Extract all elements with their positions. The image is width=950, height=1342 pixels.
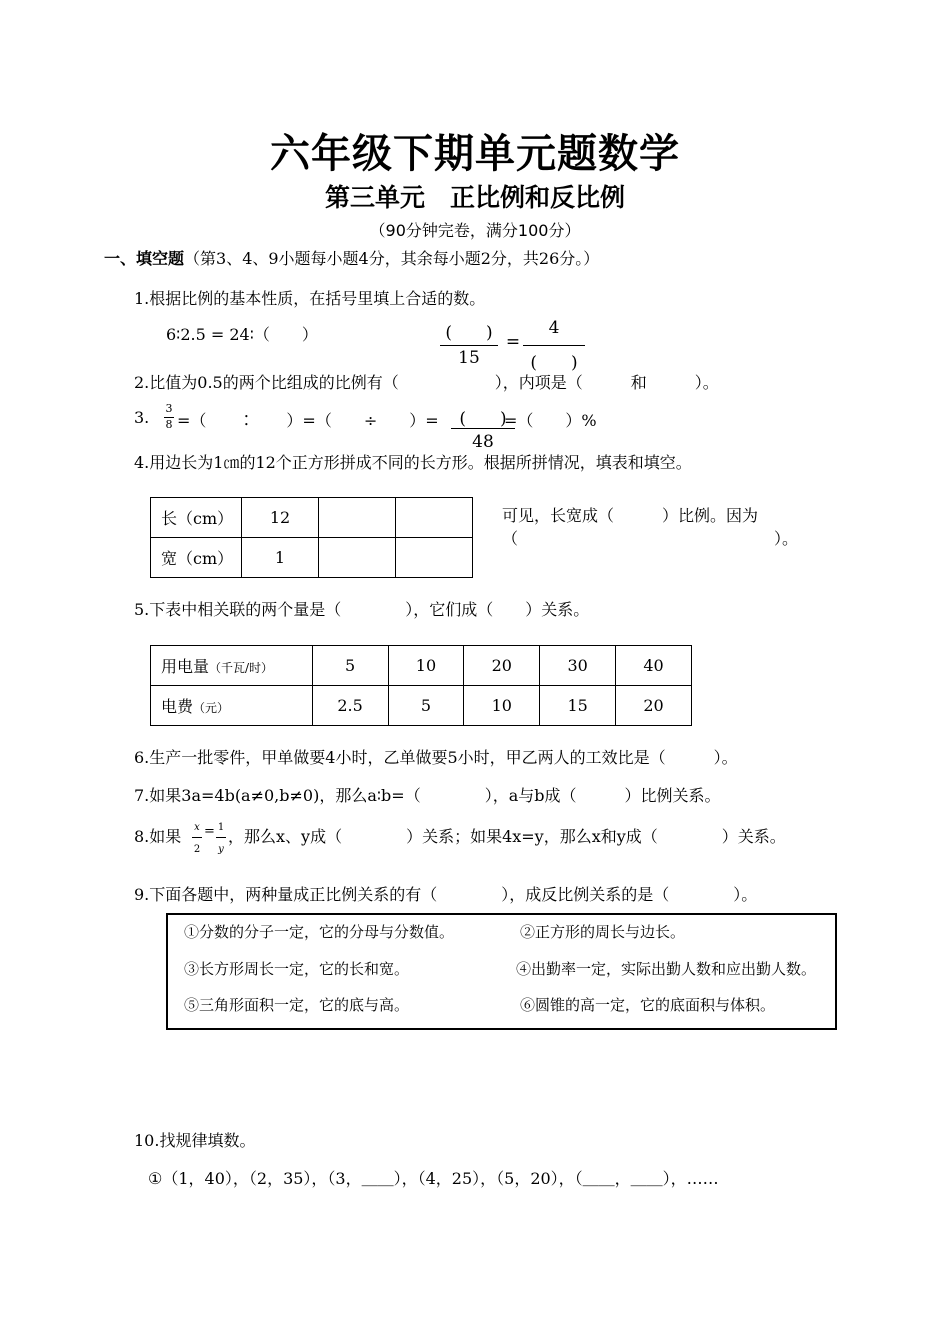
- q5-cell: 30: [540, 646, 616, 686]
- q3-frac-num: 3: [165, 402, 173, 415]
- q4-row-length: [151, 498, 473, 538]
- q8-frac2-line: [216, 837, 226, 838]
- q4-cell-label: 长（cm）: [151, 498, 242, 538]
- q5-cell: 10: [464, 686, 540, 726]
- q8-frac1-num: x: [194, 822, 200, 833]
- q4-cell: [396, 538, 473, 578]
- q1-eq1: 6∶2.5 = 24∶（ ）: [166, 325, 318, 344]
- q5-table: [150, 645, 692, 726]
- q8-prefix: 8.如果: [134, 827, 182, 846]
- q3-tail: =（ ）%: [504, 411, 597, 430]
- q9-option: ③长方形周长一定，它的长和宽。: [184, 960, 410, 978]
- q3-frac-den: 8: [165, 418, 173, 431]
- q4-cell: 1: [242, 538, 319, 578]
- q5-row2-header: [151, 686, 313, 726]
- q5-text: 5.下表中相关联的两个量是（ ），它们成（ ）关系。: [134, 600, 590, 619]
- q10-sequence: ①（1，40），（2，35），（3，＿＿），（4，25），（5，20），（＿＿，＿＿），……: [148, 1169, 719, 1188]
- q8-tail: ，那么x、y成（ ）关系；如果4x=y，那么x和y成（ ）关系。: [228, 827, 786, 846]
- q9-option: ⑤三角形面积一定，它的底与高。: [184, 996, 410, 1014]
- q8-eq: =: [204, 824, 215, 839]
- section-heading: [104, 246, 599, 269]
- q4-cell: [319, 538, 396, 578]
- q5-cell: 20: [464, 646, 540, 686]
- q1-frac2-den: ( ): [530, 353, 578, 373]
- q5-row2-label: 电费: [161, 697, 194, 716]
- q1-frac2-num: 4: [548, 318, 560, 338]
- q8-frac2-den: y: [218, 844, 224, 855]
- q5-cell: 10: [388, 646, 464, 686]
- exam-note: （90分钟完卷，满分100分）: [369, 221, 581, 240]
- q4-cell: [319, 498, 396, 538]
- q5-row1-header: [151, 646, 313, 686]
- q4-side1: 可见，长宽成（ ）比例。因为: [502, 506, 759, 525]
- page-title: 六年级下期单元题数学: [270, 131, 680, 177]
- q9-option: ④出勤率一定，实际出勤人数和应出勤人数。: [516, 960, 817, 978]
- q3-mid: =（ ∶ ）=（ ÷ ）=: [177, 411, 439, 430]
- q4-row-width: [151, 538, 473, 578]
- q3-paren-num: ( ): [459, 409, 507, 429]
- q4-cell: [396, 498, 473, 538]
- q6-text: 6.生产一批零件，甲单做要4小时，乙单做要5小时，甲乙两人的工效比是（ ）。: [134, 748, 738, 767]
- q4-text: 4.用边长为1㎝的12个正方形拼成不同的长方形。根据所拼情况，填表和填空。: [134, 453, 692, 472]
- section-desc: （第3、4、9小题每小题4分，其余每小题2分，共26分。）: [184, 249, 600, 268]
- q1-eq-sign: =: [505, 332, 521, 352]
- q5-cell: 40: [616, 646, 692, 686]
- q3-paren-den: 48: [472, 432, 494, 452]
- q4-side2: （ ）。: [502, 529, 799, 548]
- q5-cell: 5: [388, 686, 464, 726]
- q4-table: [150, 497, 473, 578]
- q9-option: ②正方形的周长与边长。: [520, 923, 686, 941]
- q8-frac1-line: [192, 837, 202, 838]
- q1-frac2-line: [523, 345, 585, 346]
- q3-prefix: 3.: [134, 408, 150, 427]
- q5-row1-unit: （千瓦/时）: [209, 661, 274, 675]
- q10-text: 10.找规律填数。: [134, 1131, 256, 1150]
- q1-frac1-den: 15: [458, 348, 480, 368]
- q7-text: 7.如果3a=4b(a≠0,b≠0)，那么a∶b=（ ），a与b成（ ）比例关系。: [134, 786, 721, 805]
- q9-option: ①分数的分子一定，它的分母与分数值。: [184, 923, 455, 941]
- q5-row1-label: 用电量: [161, 657, 210, 676]
- q5-row-usage: [151, 646, 692, 686]
- q5-row2-unit: （元）: [193, 701, 230, 715]
- q5-cell: 2.5: [312, 686, 388, 726]
- q8-frac2-num: 1: [217, 822, 225, 833]
- q4-cell: 12: [242, 498, 319, 538]
- q1-frac1-num: ( ): [445, 323, 493, 343]
- q5-row-cost: [151, 686, 692, 726]
- q9-text: 9.下面各题中，两种量成正比例关系的有（ ），成反比例关系的是（ ）。: [134, 885, 758, 904]
- q8-frac1-den: 2: [193, 844, 201, 855]
- unit-subtitle: 第三单元 正比例和反比例: [324, 183, 625, 212]
- q5-cell: 5: [312, 646, 388, 686]
- q4-cell-label: 宽（cm）: [151, 538, 242, 578]
- q1-text: 1.根据比例的基本性质，在括号里填上合适的数。: [134, 289, 486, 308]
- q2-text: 2.比值为0.5的两个比组成的比例有（ ），内项是（ 和 ）。: [134, 373, 719, 392]
- q5-cell: 20: [616, 686, 692, 726]
- q9-option: ⑥圆锥的高一定，它的底面积与体积。: [520, 996, 776, 1014]
- q5-cell: 15: [540, 686, 616, 726]
- section-label: 一、填空题: [104, 249, 185, 268]
- q1-frac1-line: [440, 345, 498, 346]
